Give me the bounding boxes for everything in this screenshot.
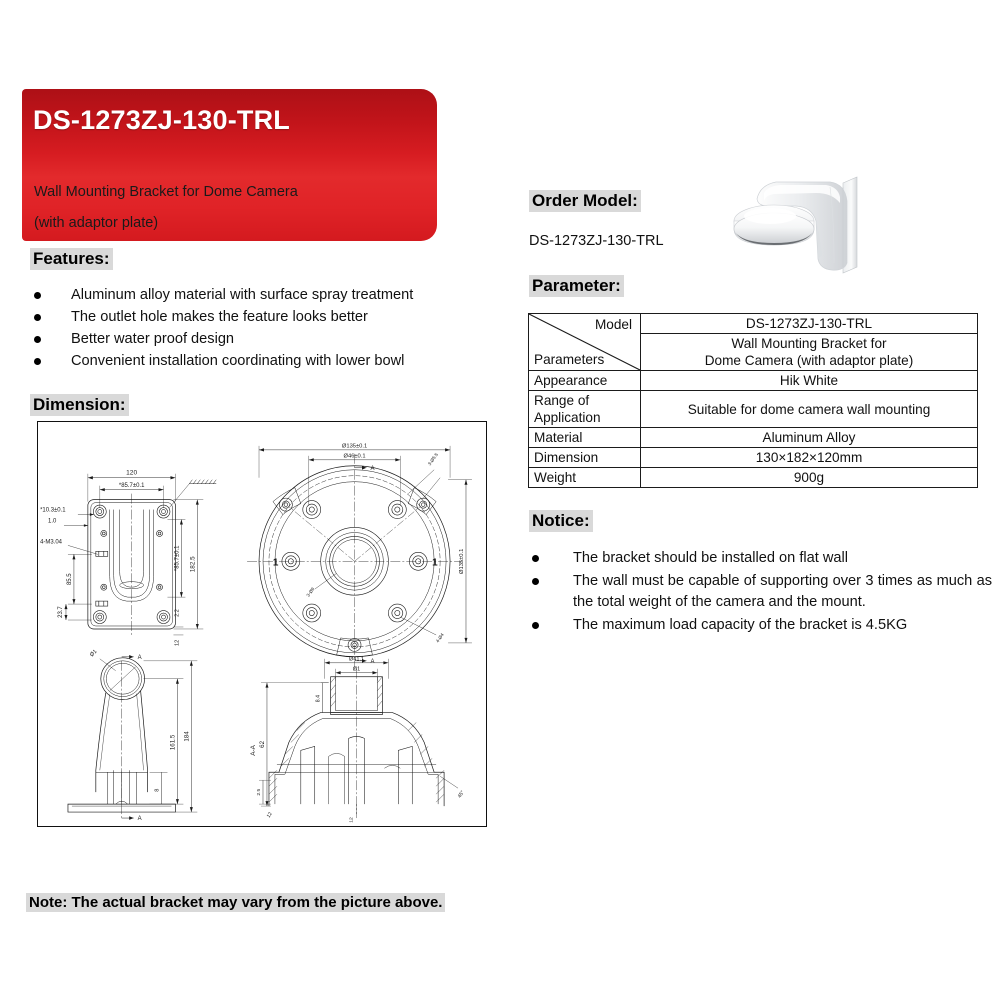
svg-text:12: 12 [349,817,355,823]
bullet-dot-icon [532,555,539,562]
svg-text:23.7: 23.7 [57,606,64,618]
drawing-back-plate [40,470,216,646]
product-subtitle-line1: Wall Mounting Bracket for Dome Camera [34,184,298,200]
product-photo [712,163,882,281]
feature-text: The outlet hole makes the feature looks better [71,309,368,325]
corner-label-parameters: Parameters [534,352,605,367]
svg-text:*10.3±0.1: *10.3±0.1 [40,507,66,514]
technical-drawing [38,422,486,826]
features-heading: Features: [30,248,113,270]
table-row [529,468,978,488]
corner-label-model: Model [594,317,632,332]
cell-range-value: Suitable for dome camera wall mounting [641,391,978,428]
svg-text:85.5: 85.5 [66,573,73,586]
svg-text:8.4: 8.4 [315,695,322,703]
svg-text:2.2: 2.2 [174,609,181,617]
svg-text:A: A [137,816,142,823]
svg-text:45°: 45° [457,790,466,800]
order-model-heading: Order Model: [529,190,641,212]
list-item [34,285,494,306]
svg-text:120: 120 [126,469,138,477]
svg-text:Ø1: Ø1 [89,648,99,659]
notice-list [532,548,992,638]
order-model-value: DS-1273ZJ-130-TRL [529,233,664,249]
parameter-table [528,313,978,488]
product-title: DS-1273ZJ-130-TRL [33,105,290,135]
svg-text:2.5: 2.5 [257,788,263,796]
drawing-section-aa [250,656,466,822]
svg-text:12: 12 [266,811,274,820]
cell-range-label [529,391,641,428]
notice-text: The maximum load capacity of the bracket is 4.5KG [573,617,908,633]
svg-text:12: 12 [174,639,181,647]
cell-weight-label: Weight [529,468,641,488]
svg-text:1: 1 [272,557,279,569]
table-row [529,391,978,428]
svg-text:A: A [370,658,375,665]
feature-text: Better water proof design [71,331,235,347]
notice-text: The wall must be capable of supporting over 3 times as much as the total weight of the camera and the mount. [573,573,992,610]
svg-text:1: 1 [432,557,438,569]
cell-dimension-label: Dimension [529,448,641,468]
description-line1: Wall Mounting Bracket for [731,336,887,351]
svg-text:184: 184 [183,731,191,742]
svg-text:Ø135±0.1: Ø135±0.1 [341,443,368,450]
cell-model-value: DS-1273ZJ-130-TRL [641,314,978,334]
cell-material-label: Material [529,428,641,448]
bullet-dot-icon [34,336,41,343]
feature-text: Convenient installation coordinating with lower bowl [71,353,405,369]
range-label-line2: Application [534,410,601,425]
feature-text: Aluminum alloy material with surface spray treatment [71,287,414,303]
svg-text:3-Ø5.5: 3-Ø5.5 [426,452,439,467]
cell-weight-value: 900g [641,468,978,488]
table-row [529,314,978,334]
svg-text:Ø41.1: Ø41.1 [348,656,365,663]
bullet-dot-icon [532,622,539,629]
cell-appearance-value: Hik White [641,371,978,391]
svg-text:*85.7±0.1: *85.7±0.1 [118,483,145,490]
list-item [532,548,992,569]
dimension-heading: Dimension: [30,394,129,416]
svg-text:A-A: A-A [250,745,258,756]
list-item [34,329,494,350]
product-subtitle-line2: (with adaptor plate) [34,215,159,231]
bullet-dot-icon [532,578,539,585]
svg-text:62: 62 [258,740,266,748]
table-row [529,428,978,448]
svg-text:4-M3.04: 4-M3.04 [40,539,63,546]
parameter-heading: Parameter: [529,275,624,297]
svg-text:Ø46±0.1: Ø46±0.1 [343,453,366,460]
svg-text:8: 8 [154,788,161,792]
table-corner-cell [529,314,641,371]
dimension-bottom-note: Note: The actual bracket may vary from the picture above. [26,893,445,912]
svg-text:4-Ø4: 4-Ø4 [434,632,445,644]
cell-material-value: Aluminum Alloy [641,428,978,448]
list-item [34,307,494,328]
notice-text: The bracket should be installed on flat wall [573,550,849,566]
dimension-drawing-box [37,421,487,827]
notice-heading: Notice: [529,510,593,532]
list-item [34,351,494,372]
svg-text:182.5: 182.5 [189,556,197,573]
svg-text:Ø1: Ø1 [352,666,361,673]
description-line2: Dome Camera (with adaptor plate) [704,353,914,368]
features-list [34,285,494,373]
table-row [529,371,978,391]
svg-text:A: A [370,465,375,472]
drawing-side-view [68,649,197,822]
cell-dimension-value: 130×182×120mm [641,448,978,468]
svg-text:1.0: 1.0 [48,518,57,525]
bullet-dot-icon [34,292,41,299]
cell-description [641,334,978,371]
bullet-dot-icon [34,358,41,365]
cell-appearance-label: Appearance [529,371,641,391]
drawing-adaptor-plate-top [247,443,472,668]
list-item [532,571,992,613]
svg-text:3-Ø9: 3-Ø9 [305,586,316,598]
bullet-dot-icon [34,314,41,321]
svg-text:*85.7±0.1: *85.7±0.1 [174,545,181,572]
svg-text:Ø135±0.1: Ø135±0.1 [459,548,466,574]
range-label-line1: Range of [534,393,590,408]
svg-text:A: A [137,654,142,661]
svg-text:161.5: 161.5 [169,734,177,751]
list-item [532,615,992,636]
table-row [529,448,978,468]
